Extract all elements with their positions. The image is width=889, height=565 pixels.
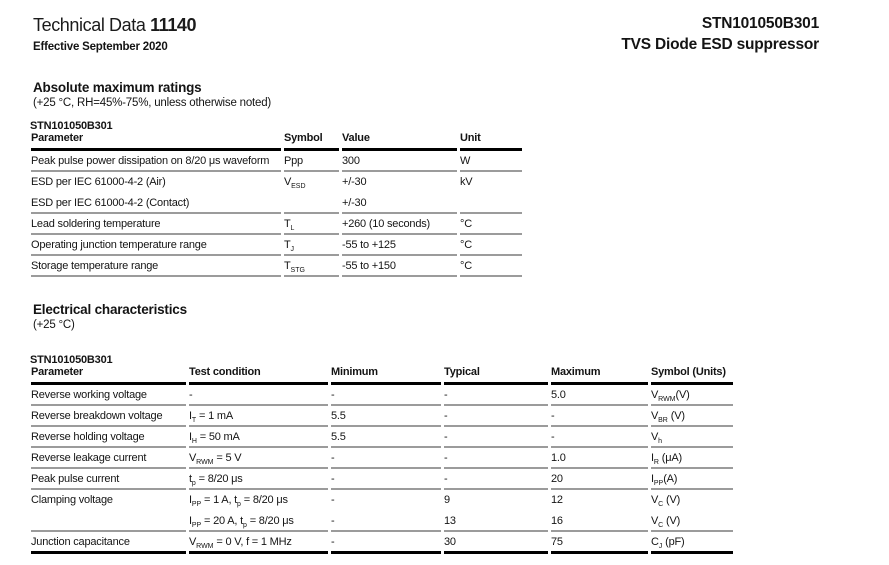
table-cell: $V_{ESD}$ bbox=[284, 176, 306, 190]
table-cell: $V_{RWM} = 5$ V bbox=[189, 448, 328, 469]
table-cell: $T_L$ bbox=[284, 214, 339, 235]
table-row bbox=[31, 214, 522, 235]
table-cell: kV bbox=[460, 176, 473, 188]
table-cell: $I_{PP} = 20$ A, $t_p = 8/20$ μs bbox=[189, 511, 328, 532]
table-cell: - bbox=[444, 385, 548, 406]
table-cell: +/-30 bbox=[342, 176, 367, 188]
table-cell: 13 bbox=[444, 511, 548, 532]
elec-conditions: (+25 °C) bbox=[33, 319, 75, 331]
table-cell: 30 bbox=[444, 532, 548, 554]
table-cell: - bbox=[444, 469, 548, 490]
table-cell: Reverse holding voltage bbox=[31, 427, 186, 448]
abs-max-part-number: STN101050B301 bbox=[30, 120, 113, 132]
table-cell: -55 to +125 bbox=[342, 235, 457, 256]
table-cell: 1.0 bbox=[551, 448, 648, 469]
column-header: Parameter bbox=[31, 364, 186, 385]
table-row bbox=[31, 532, 733, 554]
table-cell: - bbox=[331, 469, 441, 490]
table-row bbox=[31, 490, 733, 511]
table-cell: 16 bbox=[551, 511, 648, 532]
table-row bbox=[31, 385, 733, 406]
product-description: TVS Diode ESD suppressor bbox=[621, 36, 819, 53]
table-cell: - bbox=[331, 494, 335, 506]
table-cell bbox=[460, 193, 522, 214]
header-right bbox=[621, 15, 819, 54]
elec-table bbox=[28, 364, 736, 554]
elec-part-number: STN101050B301 bbox=[30, 354, 113, 366]
table-cell: $I_H = 50$ mA bbox=[189, 427, 328, 448]
elec-heading: Electrical characteristics bbox=[33, 302, 187, 317]
column-header: Parameter bbox=[31, 130, 281, 151]
table-cell: Reverse breakdown voltage bbox=[31, 406, 186, 427]
table-row bbox=[31, 193, 522, 214]
table-cell: $I_{PP}(A)$ bbox=[651, 469, 733, 490]
effective-date: Effective September 2020 bbox=[33, 41, 168, 53]
table-cell: Clamping voltage bbox=[31, 494, 113, 506]
table-cell: $V_{BR}$ (V) bbox=[651, 406, 733, 427]
table-cell: - bbox=[551, 406, 648, 427]
column-header: Typical bbox=[444, 364, 548, 385]
table-row bbox=[31, 448, 733, 469]
table-cell: $V_C$ (V) bbox=[651, 494, 681, 508]
table-cell: 5.5 bbox=[331, 406, 441, 427]
table-row bbox=[31, 151, 522, 172]
table-cell: - bbox=[444, 406, 548, 427]
table-cell: 5.0 bbox=[551, 385, 648, 406]
table-cell: $t_p = 8/20$ μs bbox=[189, 469, 328, 490]
table-cell: - bbox=[331, 385, 441, 406]
table-cell: Reverse leakage current bbox=[31, 448, 186, 469]
table-cell bbox=[284, 193, 339, 214]
column-header: Value bbox=[342, 130, 457, 151]
table-cell: Ppp bbox=[284, 151, 339, 172]
table-cell: $V_h$ bbox=[651, 427, 733, 448]
doc-title-text: Technical Data bbox=[33, 15, 146, 35]
table-cell: Storage temperature range bbox=[31, 256, 281, 277]
column-header: Minimum bbox=[331, 364, 441, 385]
table-cell: Peak pulse power dissipation on 8/20 μs waveform bbox=[31, 151, 281, 172]
table-header-row bbox=[31, 130, 522, 151]
table-cell bbox=[31, 511, 186, 532]
doc-title bbox=[33, 15, 196, 36]
table-cell: - bbox=[331, 511, 441, 532]
table-cell: - bbox=[444, 427, 548, 448]
table-cell: +/-30 bbox=[342, 193, 457, 214]
table-cell: ESD per IEC 61000-4-2 (Air) bbox=[31, 176, 166, 188]
table-cell: ESD per IEC 61000-4-2 (Contact) bbox=[31, 193, 281, 214]
abs-max-heading: Absolute maximum ratings bbox=[33, 80, 202, 95]
column-header: Maximum bbox=[551, 364, 648, 385]
column-header: Test condition bbox=[189, 364, 328, 385]
table-cell: 300 bbox=[342, 151, 457, 172]
table-cell: $T_{STG}$ bbox=[284, 256, 339, 277]
table-cell: °C bbox=[460, 235, 522, 256]
table-row bbox=[31, 235, 522, 256]
column-header: Symbol bbox=[284, 130, 339, 151]
table-cell: Peak pulse current bbox=[31, 469, 186, 490]
table-cell: Junction capacitance bbox=[31, 532, 186, 554]
table-cell: Lead soldering temperature bbox=[31, 214, 281, 235]
table-cell: Operating junction temperature range bbox=[31, 235, 281, 256]
table-cell: - bbox=[331, 448, 441, 469]
table-row bbox=[31, 406, 733, 427]
table-cell: °C bbox=[460, 256, 522, 277]
table-cell: W bbox=[460, 151, 522, 172]
table-row bbox=[31, 511, 733, 532]
abs-max-table bbox=[28, 130, 525, 277]
table-header-row bbox=[31, 364, 733, 385]
table-cell: $I_R$ (μA) bbox=[651, 448, 733, 469]
table-cell: -55 to +150 bbox=[342, 256, 457, 277]
table-cell: 5.5 bbox=[331, 427, 441, 448]
table-cell: 9 bbox=[444, 494, 450, 506]
product-number: STN101050B301 bbox=[701, 15, 819, 32]
table-cell: 20 bbox=[551, 469, 648, 490]
table-cell: - bbox=[189, 385, 328, 406]
table-row bbox=[31, 469, 733, 490]
table-cell: $T_J$ bbox=[284, 235, 339, 256]
table-cell: $C_J$ (pF) bbox=[651, 532, 733, 554]
table-cell: - bbox=[551, 427, 648, 448]
table-cell: - bbox=[444, 448, 548, 469]
table-row bbox=[31, 256, 522, 277]
doc-number: 11140 bbox=[150, 15, 197, 35]
column-header: Unit bbox=[460, 130, 522, 151]
abs-max-conditions: (+25 °C, RH=45%-75%, unless otherwise noted) bbox=[33, 97, 272, 109]
table-cell: $I_{PP} = 1$ A, $t_p = 8/20$ μs bbox=[189, 494, 288, 508]
table-cell: 12 bbox=[551, 494, 563, 506]
table-cell: $V_{RWM} = 0$ V, f = 1 MHz bbox=[189, 532, 328, 554]
table-cell: +260 (10 seconds) bbox=[342, 214, 457, 235]
header-left bbox=[33, 15, 196, 53]
table-row bbox=[31, 172, 522, 193]
table-cell: °C bbox=[460, 214, 522, 235]
column-header: Symbol (Units) bbox=[651, 364, 733, 385]
table-cell: 75 bbox=[551, 532, 648, 554]
table-row bbox=[31, 427, 733, 448]
table-cell: $V_C$ (V) bbox=[651, 511, 733, 532]
table-cell: $I_T = 1$ mA bbox=[189, 406, 328, 427]
table-cell: $V_{RWM}(V)$ bbox=[651, 385, 733, 406]
table-cell: Reverse working voltage bbox=[31, 385, 186, 406]
table-cell: - bbox=[331, 532, 441, 554]
